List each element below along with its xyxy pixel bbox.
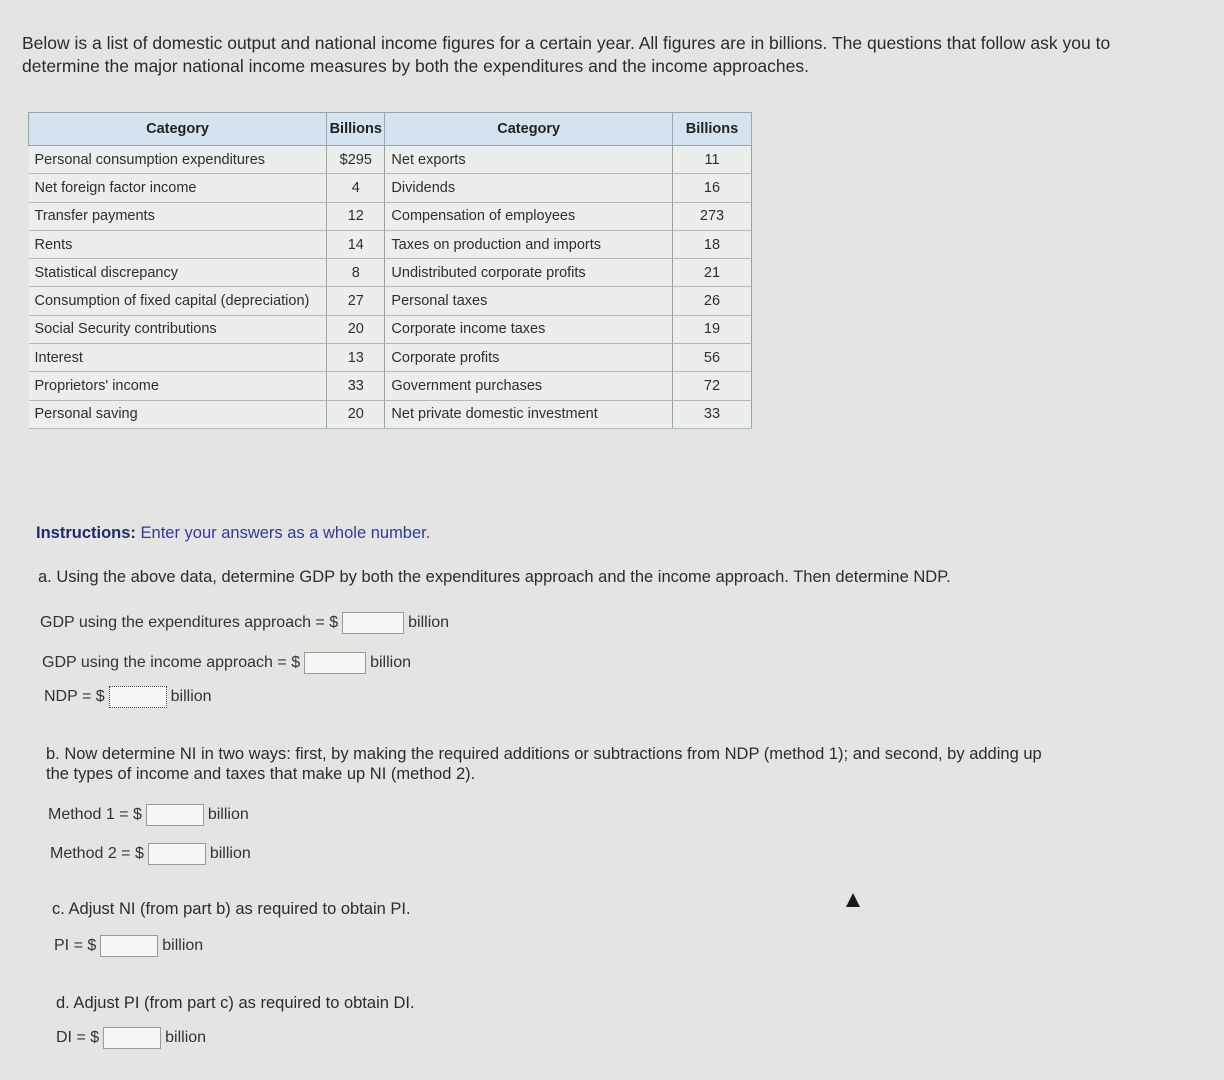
instructions-text: Enter your answers as a whole number. [140,524,431,542]
table-header [29,113,752,146]
unit-label: billion [209,845,251,862]
header-billions-1: Billions [327,113,385,146]
row-category-1: Transfer payments [29,202,327,230]
table-row [29,259,752,287]
gdp-income-row [42,652,411,674]
pi-label: PI = $ [54,937,97,954]
table-row [29,400,752,428]
row-category-1: Proprietors' income [29,372,327,400]
row-value-1: 4 [327,174,385,202]
row-value-1: 12 [327,202,385,230]
instructions-label: Instructions: [36,524,136,542]
row-category-2: Corporate income taxes [385,315,673,343]
gdp-expenditures-input[interactable] [342,612,404,634]
row-value-2: 19 [672,315,751,343]
row-value-1: 33 [327,372,385,400]
row-value-2: 33 [672,400,751,428]
row-value-2: 26 [672,287,751,315]
header-category-2: Category [385,113,673,146]
gdp-expenditures-row [40,612,449,634]
row-value-2: 56 [672,344,751,372]
table-row [29,146,752,174]
unit-label: billion [408,614,450,631]
table-row [29,287,752,315]
gdp-income-input[interactable] [304,652,366,674]
row-category-1: Interest [29,344,327,372]
method-1-input[interactable] [146,804,204,826]
row-category-2: Net private domestic investment [385,400,673,428]
row-value-1: $295 [327,146,385,174]
method-1-label: Method 1 = $ [48,806,142,823]
row-category-2: Government purchases [385,372,673,400]
method-2-input[interactable] [148,843,206,865]
row-category-1: Consumption of fixed capital (depreciation) [29,287,327,315]
table-row [29,315,752,343]
header-category-1: Category [29,113,327,146]
row-value-1: 8 [327,259,385,287]
ndp-input[interactable] [109,686,167,708]
row-category-2: Personal taxes [385,287,673,315]
method-2-label: Method 2 = $ [50,845,144,862]
pi-row [54,935,203,957]
gdp-expenditures-label: GDP using the expenditures approach = $ [40,614,339,631]
table-row [29,202,752,230]
part-a-question: a. Using the above data, determine GDP by both the expenditures approach and the income approach. Then determine NDP. [38,568,951,586]
row-value-2: 18 [672,230,751,258]
row-value-2: 16 [672,174,751,202]
table-row [29,344,752,372]
row-value-1: 13 [327,344,385,372]
unit-label: billion [165,1029,207,1046]
row-value-1: 14 [327,230,385,258]
gdp-income-label: GDP using the income approach = $ [42,654,301,671]
method-1-row [48,804,249,826]
row-category-2: Taxes on production and imports [385,230,673,258]
mouse-cursor-icon [846,893,860,907]
row-category-1: Personal consumption expenditures [29,146,327,174]
row-category-1: Social Security contributions [29,315,327,343]
header-billions-2: Billions [672,113,751,146]
di-input[interactable] [103,1027,161,1049]
row-value-1: 20 [327,315,385,343]
row-category-2: Corporate profits [385,344,673,372]
row-value-2: 72 [672,372,751,400]
figures-table [28,112,752,429]
method-2-row [50,843,251,865]
part-d-question: d. Adjust PI (from part c) as required to obtain DI. [56,994,415,1012]
row-category-1: Personal saving [29,400,327,428]
part-c-question: c. Adjust NI (from part b) as required to obtain PI. [52,900,411,918]
ndp-row [44,686,212,708]
row-category-2: Dividends [385,174,673,202]
instructions [36,524,430,543]
pi-input[interactable] [100,935,158,957]
unit-label: billion [170,688,212,705]
unit-label: billion [162,937,204,954]
row-value-2: 11 [672,146,751,174]
di-label: DI = $ [56,1029,100,1046]
row-category-2: Net exports [385,146,673,174]
part-b-question: b. Now determine NI in two ways: first, by making the required additions or subtractions from NDP (method 1); and second, by adding up the types of income and taxes that make up NI (method 2). [46,745,1042,783]
row-category-1: Rents [29,230,327,258]
row-category-1: Net foreign factor income [29,174,327,202]
row-value-2: 21 [672,259,751,287]
row-category-2: Undistributed corporate profits [385,259,673,287]
table-row [29,230,752,258]
row-category-2: Compensation of employees [385,202,673,230]
table-row [29,372,752,400]
row-category-1: Statistical discrepancy [29,259,327,287]
row-value-1: 27 [327,287,385,315]
ndp-label: NDP = $ [44,688,105,705]
unit-label: billion [370,654,412,671]
di-row [56,1027,206,1049]
row-value-2: 273 [672,202,751,230]
row-value-1: 20 [327,400,385,428]
intro-text: Below is a list of domestic output and national income figures for a certain year. All figures are in billions. The questions that follow ask you to determine the major national income measures by both the expenditures and the income approaches. [22,33,1111,76]
unit-label: billion [207,806,249,823]
table-row [29,174,752,202]
